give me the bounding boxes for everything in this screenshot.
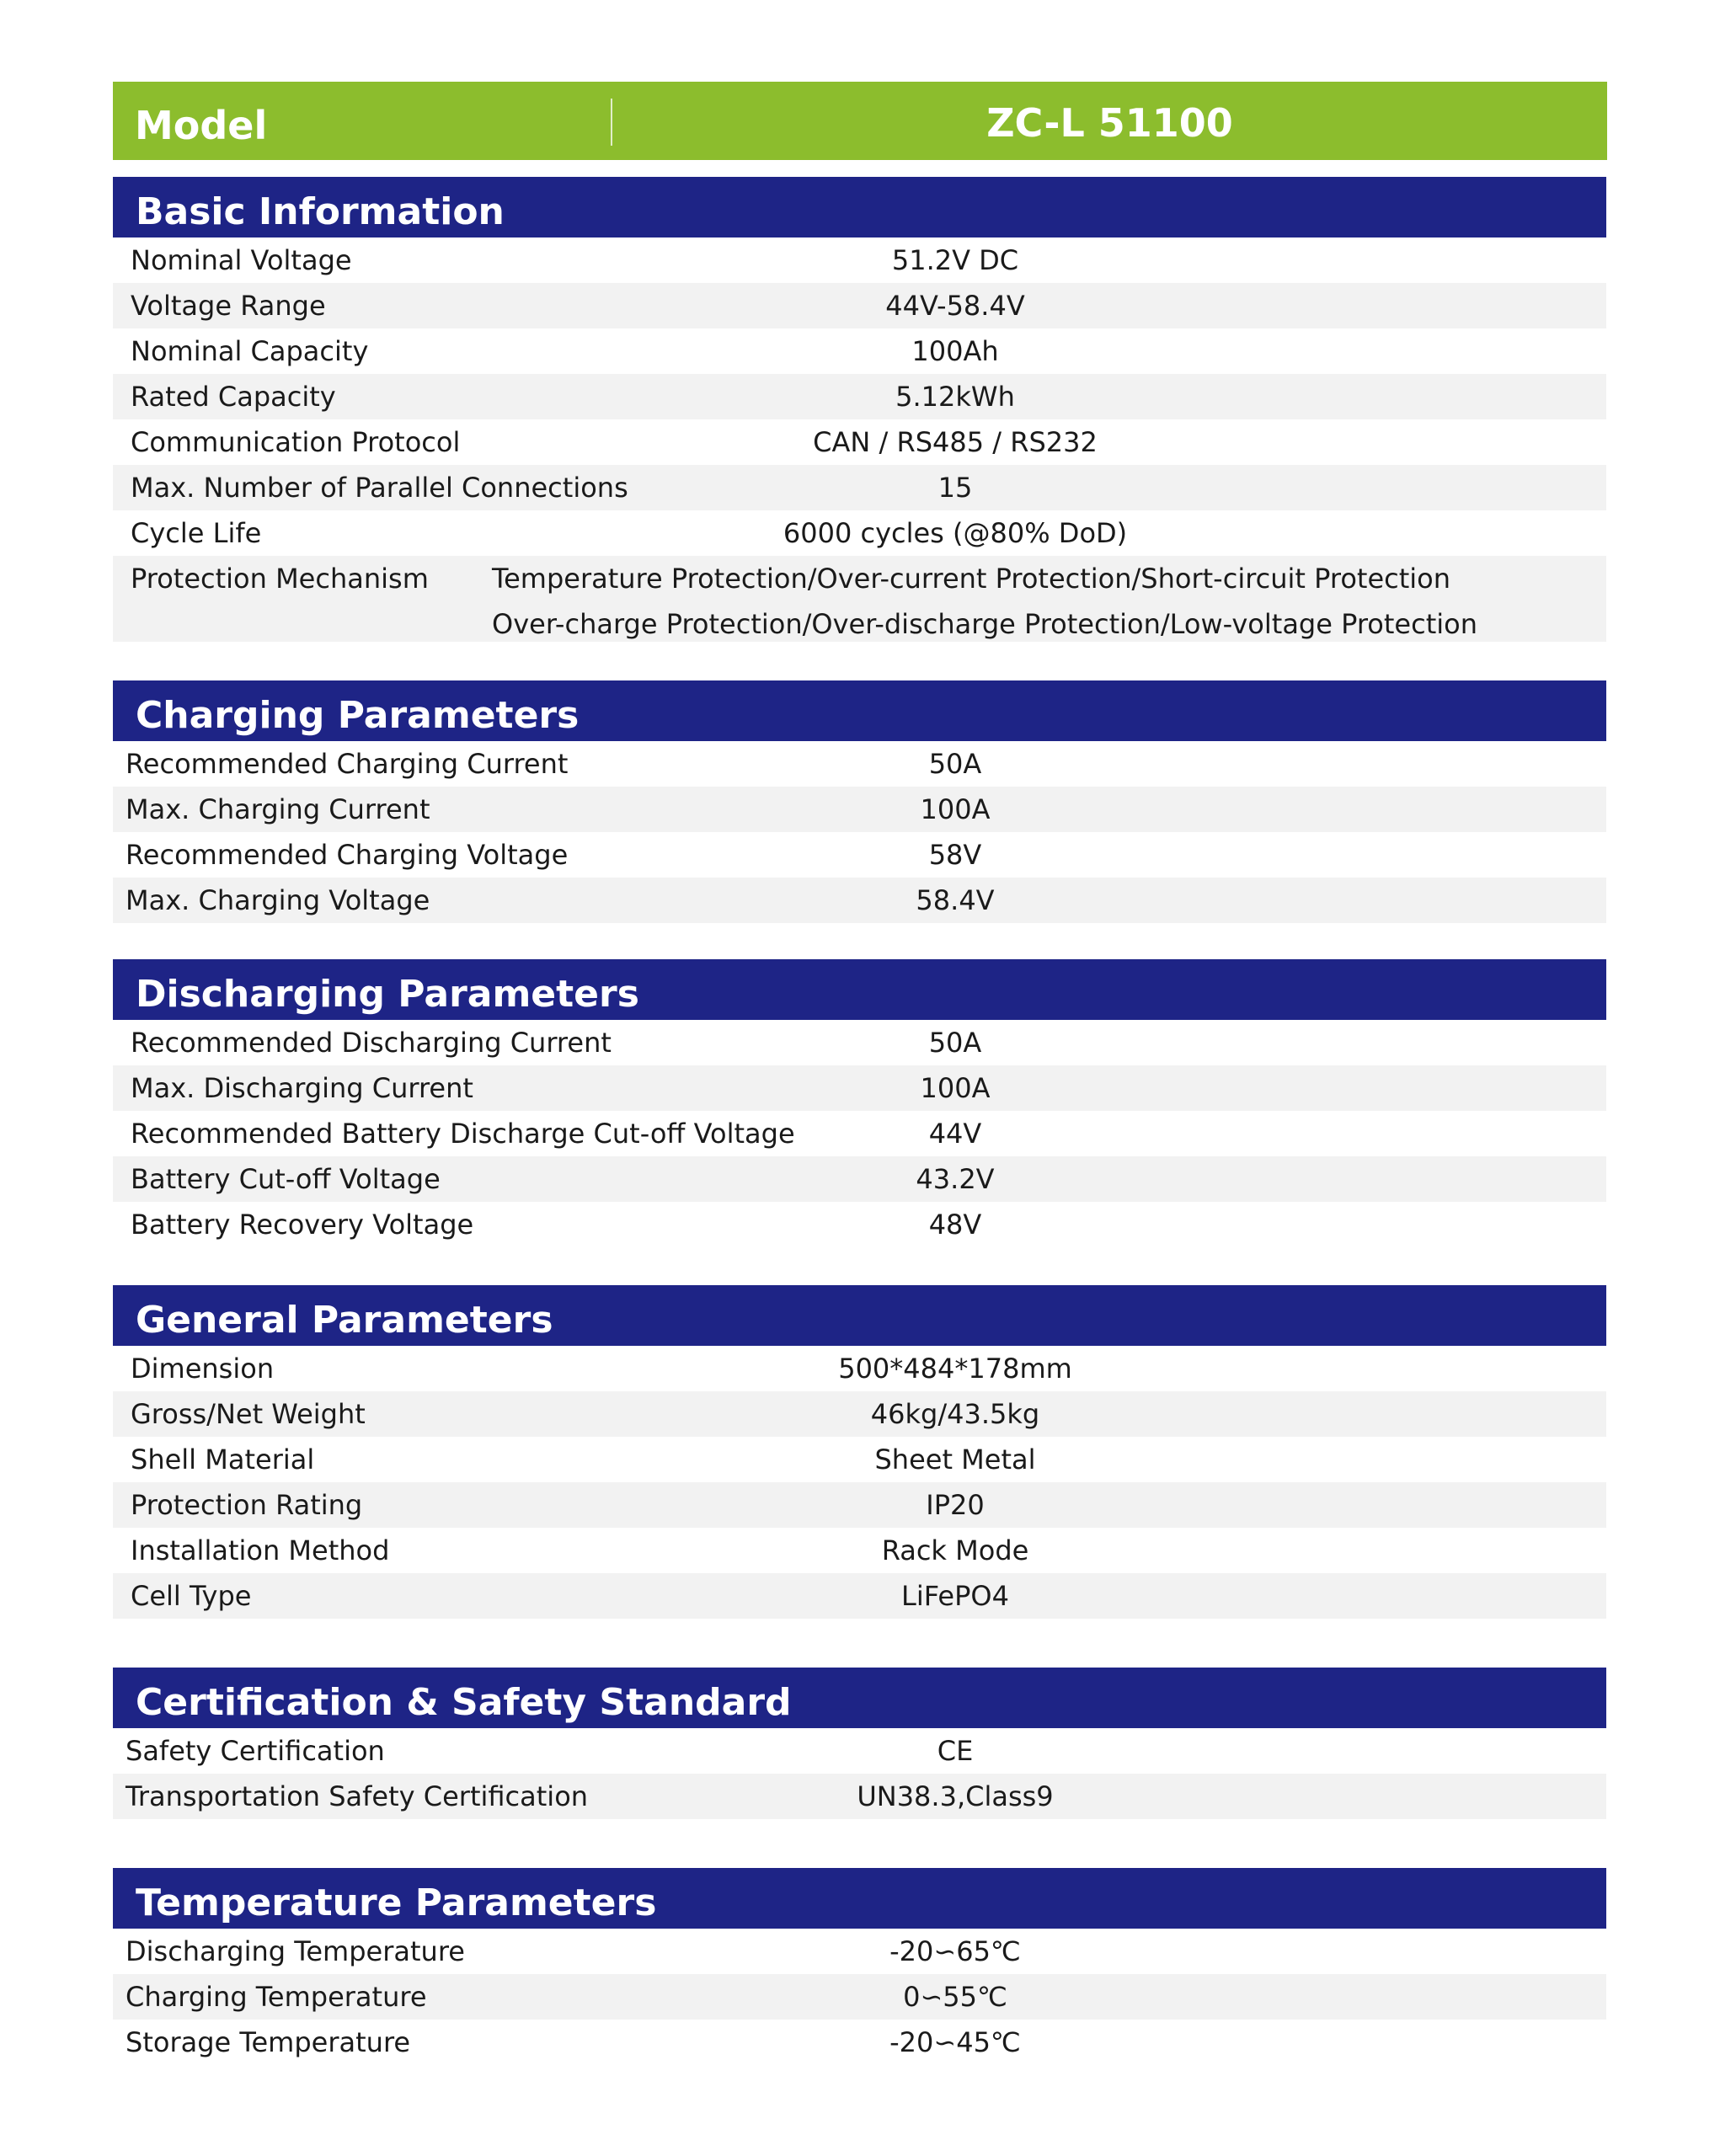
table-row <box>113 556 1606 642</box>
row-value: UN38.3,Class9 <box>857 1780 1054 1812</box>
row-value: LiFePO4 <box>901 1580 1009 1612</box>
row-label: Protection Mechanism <box>131 563 429 595</box>
model-value: ZC-L 51100 <box>986 100 1233 146</box>
table-row <box>113 1929 1606 1974</box>
section-title: Basic Information <box>136 190 505 233</box>
row-label: Shell Material <box>131 1444 315 1476</box>
row-value: Rack Mode <box>881 1534 1029 1566</box>
row-value: 50A <box>928 748 982 780</box>
section-header-charging-parameters <box>113 680 1606 741</box>
row-label: Max. Discharging Current <box>131 1072 473 1104</box>
row-label: Communication Protocol <box>131 426 461 458</box>
row-label: Max. Number of Parallel Connections <box>131 472 628 504</box>
table-row <box>113 1528 1606 1573</box>
table-row <box>113 2020 1606 2065</box>
row-value: 500*484*178mm <box>838 1353 1072 1385</box>
row-label: Charging Temperature <box>126 1981 427 2013</box>
row-label: Voltage Range <box>131 290 326 322</box>
row-value: 100Ah <box>911 335 999 367</box>
row-label: Cycle Life <box>131 517 262 549</box>
row-value: 100A <box>920 793 991 825</box>
row-value: 58.4V <box>916 884 995 916</box>
row-value: 44V-58.4V <box>885 290 1025 322</box>
row-label: Battery Recovery Voltage <box>131 1209 474 1241</box>
table-row <box>113 1728 1606 1774</box>
table-row <box>113 283 1606 328</box>
table-row <box>113 1346 1606 1391</box>
table-row <box>113 1156 1606 1202</box>
table-row <box>113 1391 1606 1437</box>
table-row <box>113 1111 1606 1156</box>
table-row <box>113 832 1606 878</box>
section-header-discharging-parameters <box>113 959 1606 1020</box>
section-title: General Parameters <box>136 1299 553 1342</box>
row-value: 0∽55℃ <box>903 1981 1007 2013</box>
table-row <box>113 1974 1606 2020</box>
row-label: Storage Temperature <box>126 2026 411 2058</box>
table-row <box>113 1065 1606 1111</box>
row-value: -20∽65℃ <box>889 1935 1021 1967</box>
row-value: CE <box>937 1735 974 1767</box>
section-title: Temperature Parameters <box>136 1881 657 1924</box>
row-value: 44V <box>928 1118 982 1150</box>
row-label: Discharging Temperature <box>126 1935 465 1967</box>
row-label: Dimension <box>131 1353 275 1385</box>
section-title: Discharging Parameters <box>136 973 639 1016</box>
section-title: Certification & Safety Standard <box>136 1681 792 1724</box>
table-row <box>113 1020 1606 1065</box>
section-header-general-parameters <box>113 1285 1606 1346</box>
table-row <box>113 741 1606 787</box>
table-row <box>113 1482 1606 1528</box>
row-label: Transportation Safety Certification <box>126 1780 589 1812</box>
row-label: Max. Charging Voltage <box>126 884 430 916</box>
table-row <box>113 374 1606 419</box>
row-value: 5.12kWh <box>895 381 1015 413</box>
row-label: Recommended Discharging Current <box>131 1027 612 1059</box>
model-label: Model <box>135 103 268 148</box>
model-bar <box>113 82 1607 160</box>
row-value: 50A <box>928 1027 982 1059</box>
table-row <box>113 328 1606 374</box>
row-label: Installation Method <box>131 1534 390 1566</box>
row-label: Safety Certification <box>126 1735 385 1767</box>
row-value: IP20 <box>926 1489 985 1521</box>
row-value: 46kg/43.5kg <box>870 1398 1040 1430</box>
row-value: CAN / RS485 / RS232 <box>813 426 1098 458</box>
table-row <box>113 1774 1606 1819</box>
table-row <box>113 1202 1606 1247</box>
table-row <box>113 1437 1606 1482</box>
row-label: Battery Cut-off Voltage <box>131 1163 441 1195</box>
row-label: Protection Rating <box>131 1489 363 1521</box>
row-label: Rated Capacity <box>131 381 336 413</box>
row-value-line: Temperature Protection/Over-current Protection/Short-circuit Protection <box>492 563 1451 595</box>
table-row <box>113 787 1606 832</box>
row-value-line: Over-charge Protection/Over-discharge Protection/Low-voltage Protection <box>492 608 1477 640</box>
section-header-temperature-parameters <box>113 1868 1606 1929</box>
row-value: 15 <box>937 472 973 504</box>
row-label: Nominal Voltage <box>131 244 352 276</box>
table-row <box>113 1573 1606 1619</box>
row-label: Cell Type <box>131 1580 252 1612</box>
table-row <box>113 465 1606 510</box>
section-header-certification-safety-standard <box>113 1668 1606 1728</box>
table-row <box>113 237 1606 283</box>
row-value: 100A <box>920 1072 991 1104</box>
row-value: 48V <box>928 1209 982 1241</box>
row-value: Sheet Metal <box>874 1444 1036 1476</box>
section-header-basic-information <box>113 177 1606 237</box>
row-label: Nominal Capacity <box>131 335 369 367</box>
row-value: -20∽45℃ <box>889 2026 1021 2058</box>
table-row <box>113 878 1606 923</box>
row-label: Recommended Battery Discharge Cut-off Voltage <box>131 1118 795 1150</box>
row-label: Recommended Charging Current <box>126 748 569 780</box>
row-value-multiline <box>492 556 1477 647</box>
table-row <box>113 510 1606 556</box>
table-row <box>113 419 1606 465</box>
row-value: 43.2V <box>916 1163 995 1195</box>
row-value: 51.2V DC <box>891 244 1019 276</box>
row-label: Max. Charging Current <box>126 793 430 825</box>
row-value: 6000 cycles (@80% DoD) <box>783 517 1128 549</box>
row-label: Recommended Charging Voltage <box>126 839 569 871</box>
row-label: Gross/Net Weight <box>131 1398 366 1430</box>
row-value: 58V <box>928 839 982 871</box>
section-title: Charging Parameters <box>136 694 580 737</box>
